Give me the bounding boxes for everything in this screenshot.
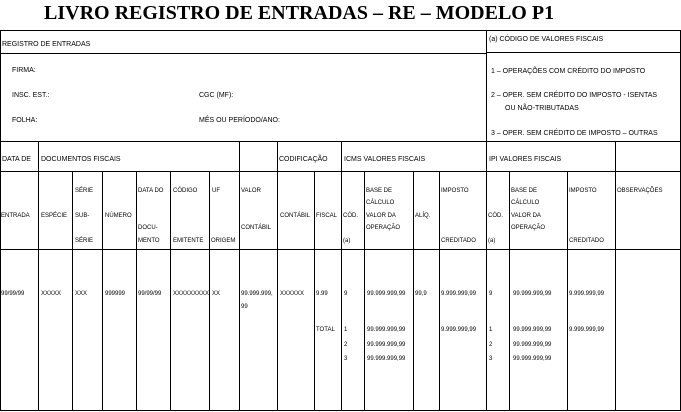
cell-entrada: 99/99/99 [1, 291, 25, 297]
col-valor-2: CONTÁBIL [241, 225, 272, 231]
total-icms-imp: 9.999.999,99 [441, 327, 477, 333]
cell-valor-2: 99 [241, 304, 248, 310]
cell-uf: XX [212, 291, 221, 297]
col-icms-base-3: VALOR DA [366, 213, 396, 219]
total-icms-base-1: 99.999.999,99 [367, 327, 406, 333]
total-icms-code-2: 2 [344, 342, 348, 348]
col-line-data-doc [170, 171, 171, 410]
col-serie-2: SUB- [75, 213, 90, 219]
cell-valor-1: 99.999.999, [241, 291, 273, 297]
col-icms-base-1: BASE DE [366, 188, 393, 194]
cell-ipi-cod: 9 [489, 291, 493, 297]
frame-top-line [0, 30, 681, 31]
col-line-ipi-cod [509, 171, 510, 410]
col-ipi-cod-2: (a) [488, 238, 496, 244]
frame-bottom-line [0, 410, 681, 411]
group-ipi: IPI VALORES FISCAIS [489, 156, 562, 163]
label-cgc: CGC (MF): [199, 92, 234, 99]
col-line-aliq [439, 171, 440, 410]
label-firma: FIRMA: [12, 67, 36, 74]
col-uf-2: ORIGEM [211, 238, 236, 244]
cell-especie: XXXXX [41, 291, 62, 297]
col-data-doc-2: DOCU- [138, 225, 158, 231]
col-ipi-imp-2: CREDITADO [569, 238, 604, 244]
cell-numero: 999999 [105, 291, 126, 297]
col-line-ipi-imp [615, 171, 616, 410]
col-ipi-cod-1: CÓD. [488, 213, 503, 219]
col-line-fiscal [341, 171, 342, 410]
col-line-serie [102, 171, 103, 410]
cell-ipi-base: 99.999.999,99 [513, 291, 552, 297]
codigo-item-2-cont: OU NÃO-TRIBUTADAS [505, 105, 579, 112]
col-observacoes: OBSERVAÇÕES [617, 188, 663, 194]
col-icms-imp-2: CREDITADO [441, 238, 476, 244]
col-icms-cod-1: CÓD. [343, 213, 358, 219]
cell-aliq: 99,9 [415, 291, 427, 297]
col-ipi-base-3: VALOR DA [511, 213, 541, 219]
col-valor-1: VALOR [241, 188, 261, 194]
codigo-item-1: 1 – OPERAÇÕES COM CRÉDITO DO IMPOSTO [491, 68, 646, 75]
col-numero: NÚMERO [105, 213, 132, 219]
total-ipi-code-2: 2 [489, 342, 493, 348]
col-data-doc-3: MENTO [138, 238, 160, 244]
col-data-doc-1: DATA DO [138, 188, 164, 194]
cell-contabil: XXXXXX [280, 291, 305, 297]
col-icms-imp-1: IMPOSTO [441, 188, 469, 194]
col-ipi-base-2: CÁLCULO [511, 200, 540, 206]
group-codificacao: CODIFICAÇÃO [279, 156, 328, 163]
cell-fiscal: 9.99 [316, 291, 328, 297]
header-left-sub-line [0, 53, 486, 54]
col-ipi-imp-1: IMPOSTO [569, 188, 597, 194]
codigo-item-2: 2 – OPER. SEM CRÉDITO DO IMPOSTO - ISENTAS [491, 92, 658, 99]
col-ipi-base-4: OPERAÇÃO [511, 225, 546, 231]
col-aliq: ALÍQ. [415, 213, 431, 219]
col-line-icms-imp [486, 171, 487, 410]
col-line-entrada [38, 171, 39, 410]
col-serie-3: SÉRIE [75, 238, 94, 244]
col-line-especie [72, 171, 73, 410]
label-folha: FOLHA: [12, 117, 38, 124]
total-ipi-base-1: 99.999.999,99 [513, 327, 552, 333]
cell-ipi-imp: 9.999.999,99 [569, 291, 605, 297]
col-codigo-2: EMITENTE [173, 238, 204, 244]
col-icms-base-4: OPERAÇÃO [366, 225, 401, 231]
col-icms-cod-2: (a) [343, 238, 351, 244]
total-ipi-code-3: 3 [489, 356, 493, 362]
col-line-numero [136, 171, 137, 410]
label-mes: MÊS OU PERÍODO/ANO: [199, 117, 280, 124]
col-line-codigo [209, 171, 210, 410]
group-divider-6 [615, 141, 616, 171]
group-divider-2 [239, 141, 240, 171]
col-codigo-1: CÓDIGO [173, 188, 198, 194]
col-especie: ESPÉCIE [41, 213, 68, 219]
col-line-contabil [314, 171, 315, 410]
total-ipi-code-1: 1 [489, 327, 493, 333]
group-divider-5 [486, 141, 487, 171]
col-line-uf [239, 171, 240, 410]
col-line-icms-cod [364, 171, 365, 410]
total-icms-base-2: 99.999.999,99 [367, 342, 406, 348]
form-title: LIVRO REGISTRO DE ENTRADAS – RE – MODELO P1 [44, 2, 555, 24]
codigo-item-3: 3 – OPER. SEM CRÉDITO DE IMPOSTO – OUTRAS [491, 130, 658, 137]
total-ipi-imp: 9.999.999,99 [569, 327, 605, 333]
total-icms-code-3: 3 [344, 356, 348, 362]
cell-codigo: XXXXXXXXX [173, 291, 210, 297]
total-label: TOTAL [316, 327, 335, 333]
header-divider-line [486, 30, 487, 141]
col-icms-base-2: CÁLCULO [366, 200, 395, 206]
group-divider-3 [277, 141, 278, 171]
group-divider-1 [38, 141, 39, 171]
group-divider-4 [341, 141, 342, 171]
total-icms-code-1: 1 [344, 327, 348, 333]
total-icms-base-3: 99.999.999,99 [367, 356, 406, 362]
col-ipi-base-1: BASE DE [511, 188, 538, 194]
total-ipi-base-3: 99.999.999,99 [513, 356, 552, 362]
cell-icms-cod: 9 [344, 291, 348, 297]
section-codigo-valores: (a) CÓDIGO DE VALORES FISCAIS [489, 36, 604, 43]
col-entrada: ENTRADA [1, 213, 30, 219]
col-line-valor [277, 171, 278, 410]
col-line-ipi-base [567, 171, 568, 410]
col-serie-1: SÉRIE [75, 188, 94, 194]
col-line-icms-base [413, 171, 414, 410]
cell-data-doc: 99/99/99 [138, 291, 162, 297]
cell-icms-base: 99.999.999,99 [367, 291, 406, 297]
section-registro: REGISTRO DE ENTRADAS [2, 41, 91, 48]
group-icms: ICMS VALORES FISCAIS [344, 156, 426, 163]
group-data-de: DATA DE [2, 156, 31, 163]
cell-serie: XXX [75, 291, 88, 297]
frame-left-line [0, 30, 1, 411]
group-documentos: DOCUMENTOS FISCAIS [41, 156, 121, 163]
header-right-sub-line [486, 52, 681, 53]
col-fiscal: FISCAL [316, 213, 338, 219]
label-insc-est: INSC. EST.: [12, 92, 50, 99]
cell-icms-imp: 9.999.999,99 [441, 291, 477, 297]
col-uf-1: UF [212, 188, 220, 194]
col-contabil: CONTÁBIL [280, 213, 311, 219]
total-ipi-base-2: 99.999.999,99 [513, 342, 552, 348]
